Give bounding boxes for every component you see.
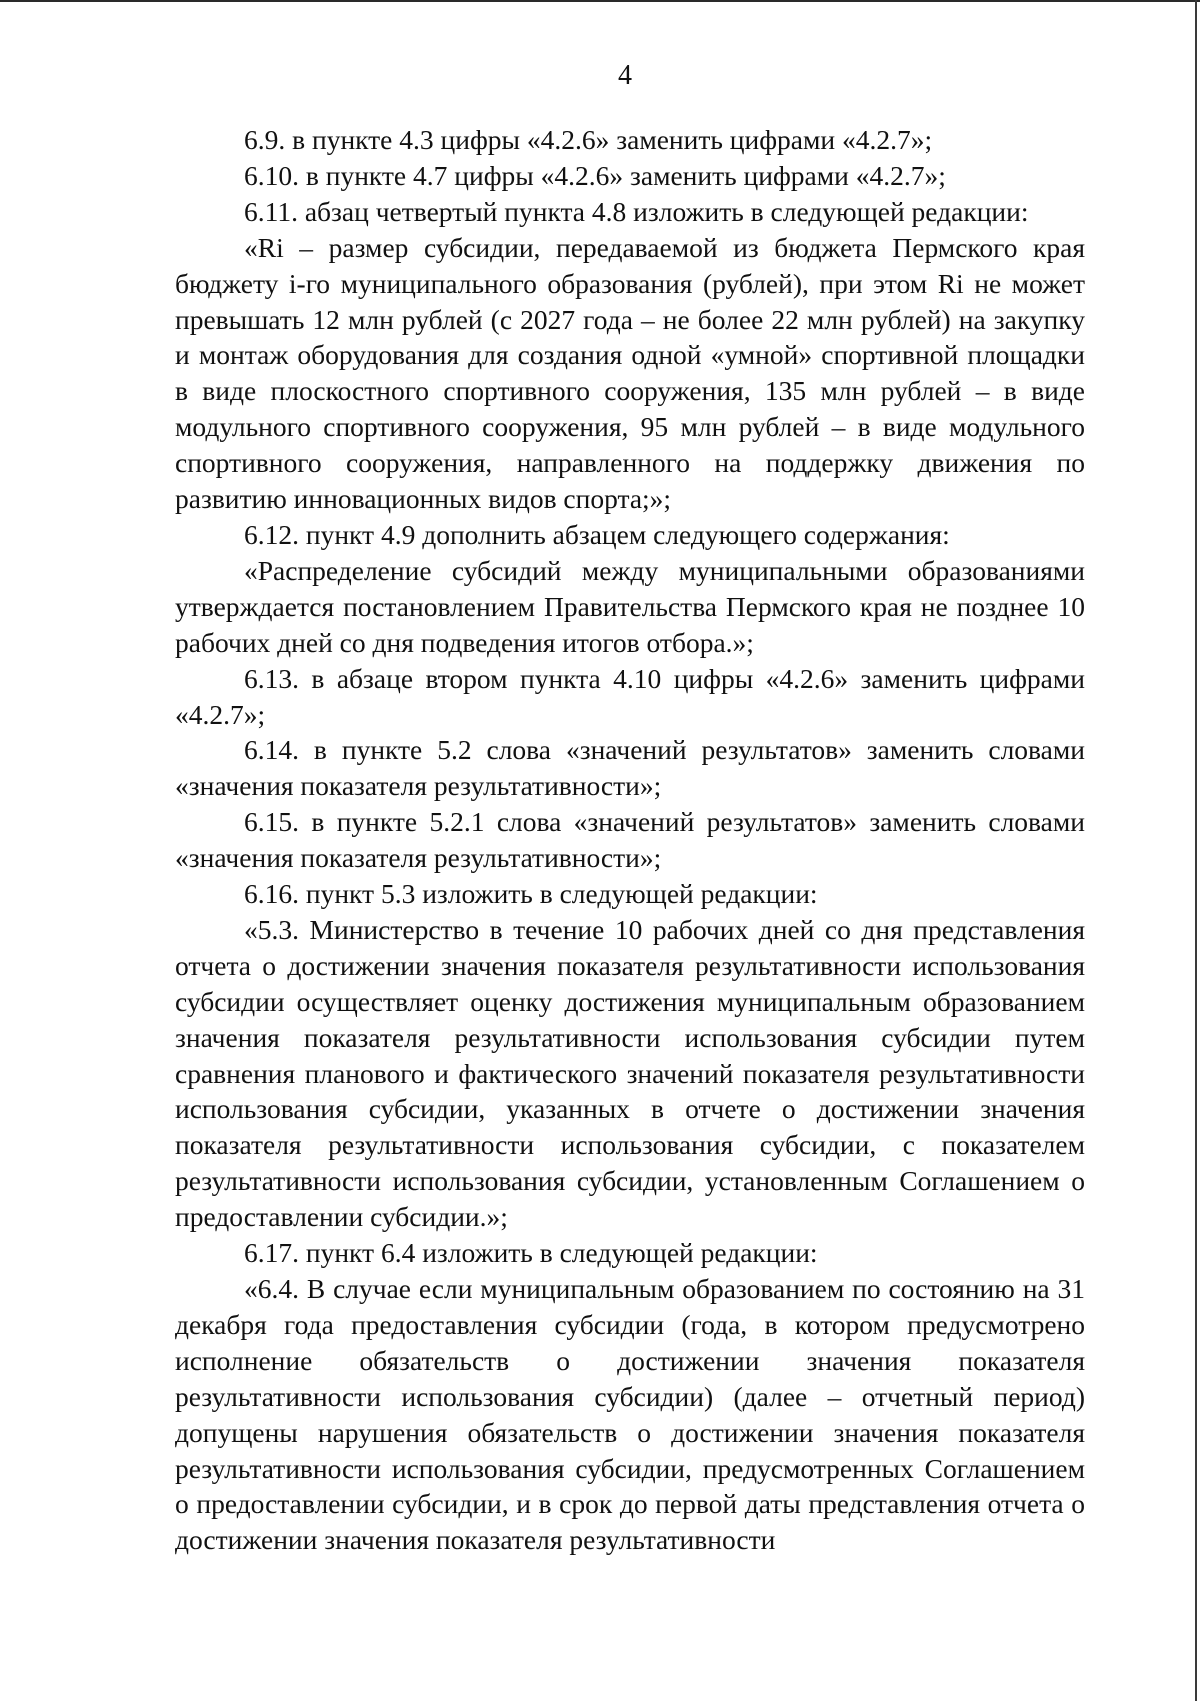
document-body xyxy=(175,122,1085,1558)
paragraph-6-15: 6.15. в пункте 5.2.1 слова «значений результатов» заменить словами «значения показателя результативности»; xyxy=(175,806,1085,874)
paragraph-5-3-text: «5.3. Министерство в течение 10 рабочих дней со дня представления отчета о достижении значения показателя результативности использования субсидии осуществляет оценку достижения муниципальным образованием значения показателя результативности использования субсидии путем сравнения планового и фактического значений показателя результативности использования субсидии, указанных в отчете о достижении значения показателя результативности использования субсидии, с показателем результативности использования субсидии, установленным Соглашением о предоставлении субсидии.»; xyxy=(175,913,1085,1233)
paragraph-6-10: 6.10. в пункте 4.7 цифры «4.2.6» заменить цифрами «4.2.7»; xyxy=(244,159,946,191)
paragraph-distribution: «Распределение субсидий между муниципальными образованиями утверждается постановлением Правительства Пермского края не позднее 10 рабочих дней со дня подведения итогов отбора.»; xyxy=(175,554,1085,658)
paragraph-6-12: 6.12. пункт 4.9 дополнить абзацем следующего содержания: xyxy=(244,518,950,550)
paragraph-6-17: 6.17. пункт 6.4 изложить в следующей редакции: xyxy=(244,1237,818,1269)
paragraph-6-13: 6.13. в абзаце втором пункта 4.10 цифры «4.2.6» заменить цифрами «4.2.7»; xyxy=(175,662,1085,730)
paragraph-6-4-text: «6.4. В случае если муниципальным образованием по состоянию на 31 декабря года предоставления субсидии (года, в котором предусмотрено исполнение обязательств о достижении значения показателя результативности использования субсидии) (далее – отчетный период) допущены нарушения обязательств о достижении значения показателя результативности использования субсидии, предусмотренных Соглашением о предоставлении субсидии, и в срок до первой даты представления отчета о достижении значения показателя результативности xyxy=(175,1273,1085,1556)
paragraph-6-14: 6.14. в пункте 5.2 слова «значений результатов» заменить словами «значения показателя результативности»; xyxy=(175,734,1085,802)
paragraph-6-11: 6.11. абзац четвертый пункта 4.8 изложить в следующей редакции: xyxy=(244,195,1029,227)
paragraph-6-9: 6.9. в пункте 4.3 цифры «4.2.6» заменить цифрами «4.2.7»; xyxy=(244,124,933,155)
scan-edge-right xyxy=(1195,0,1197,1701)
paragraph-6-16: 6.16. пункт 5.3 изложить в следующей редакции: xyxy=(244,878,818,910)
page-number: 4 xyxy=(618,60,632,91)
paragraph-ri-definition: «Ri – размер субсидии, передаваемой из бюджета Пермского края бюджету i-го муниципального образования (рублей), при этом Ri не может превышать 12 млн рублей (с 2027 года – не более 22 млн рублей) на закупку и монтаж оборудования для создания одной «умной» спортивной площадки в виде плоскостного спортивного сооружения, 135 млн рублей – в виде модульного спортивного сооружения, 95 млн рублей – в виде модульного спортивного сооружения, направленного на поддержку движения по развитию инновационных видов спорта;»; xyxy=(175,231,1085,515)
scan-edge-top xyxy=(0,0,1200,2)
